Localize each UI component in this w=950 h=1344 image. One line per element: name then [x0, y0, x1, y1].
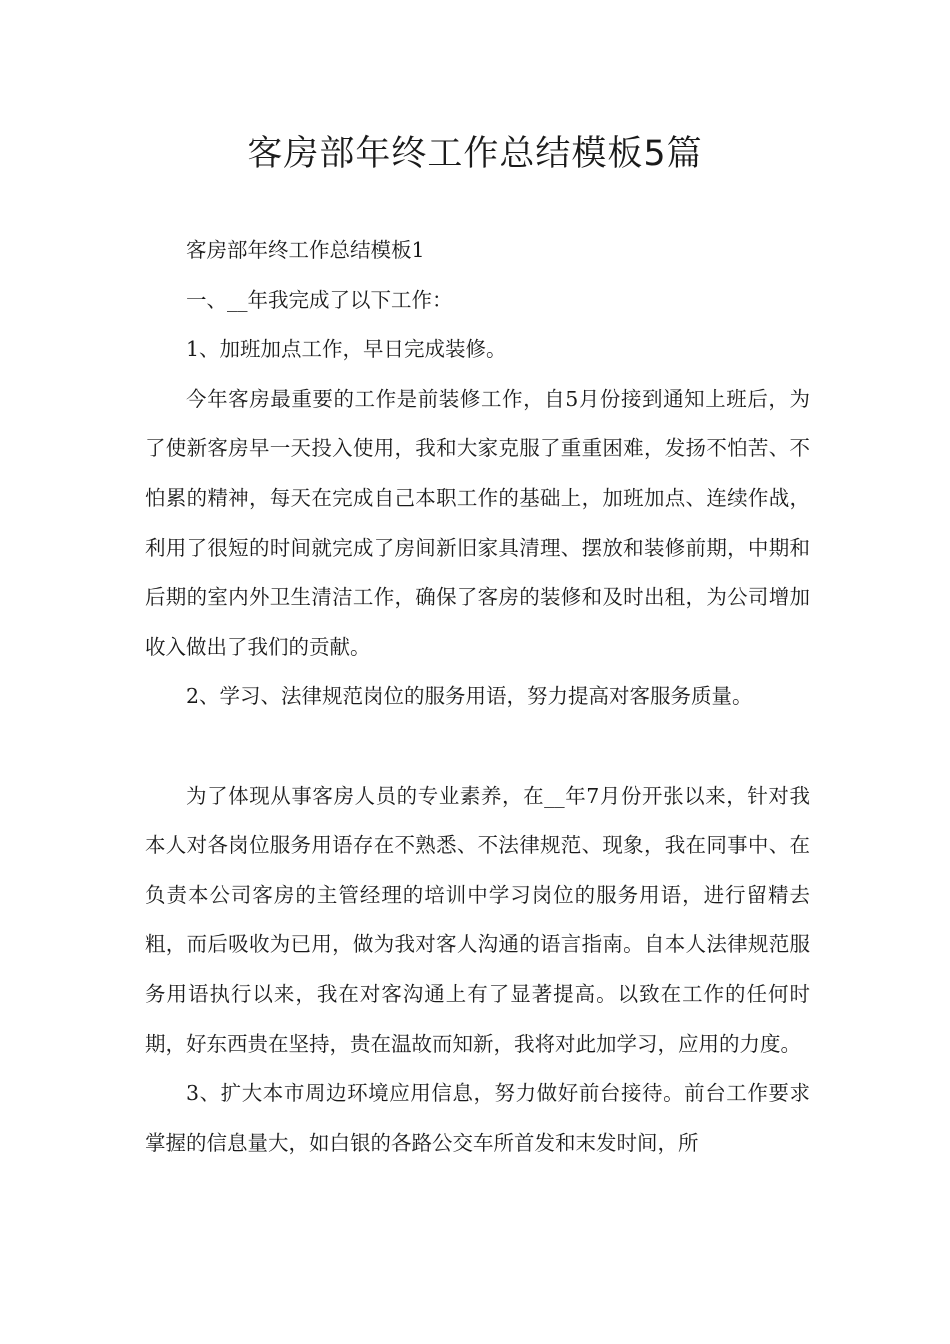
- paragraph: 1、加班加点工作，早日完成装修。: [186, 337, 507, 362]
- paragraph: 2、学习、法律规范岗位的服务用语，努力提高对客服务质量。: [186, 684, 753, 709]
- document-body: [145, 226, 810, 1168]
- document-title: 客房部年终工作总结模板5篇: [247, 134, 703, 174]
- section-heading: 客房部年终工作总结模板1: [186, 238, 425, 262]
- paragraph: 今年客房最重要的工作是前装修工作，自5月份接到通知上班后，为了使新客房早一天投入使用，我和大家克服了重重困难，发扬不怕苦、不怕累的精神，每天在完成自己本职工作的基础上，加班加点、连续作战，利用了很短的时间就完成了房间新旧家具清理、摆放和装修前期，中期和后期的室内外卫生清洁工作，确保了客房的装修和及时出租，为公司增加收入做出了我们的贡献。: [145, 386, 810, 659]
- paragraph: 为了体现从事客房人员的专业素养，在__年7月份开张以来，针对我本人对各岗位服务用语存在不熟悉、不法律规范、现象，我在同事中、在负责本公司客房的主管经理的培训中学习岗位的服务用语，进行留精去粗，而后吸收为已用，做为我对客人沟通的语言指南。自本人法律规范服务用语执行以来，我在对客沟通上有了显著提高。以致在工作的任何时期，好东西贵在坚持，贵在温故而知新，我将对此加学习，应用的力度。: [145, 783, 810, 1056]
- paragraph: 3、扩大本市周边环境应用信息，努力做好前台接待。前台工作要求掌握的信息量大，如白银的各路公交车所首发和末发时间，所: [145, 1081, 810, 1155]
- paragraph: 一、__年我完成了以下工作：: [186, 287, 453, 312]
